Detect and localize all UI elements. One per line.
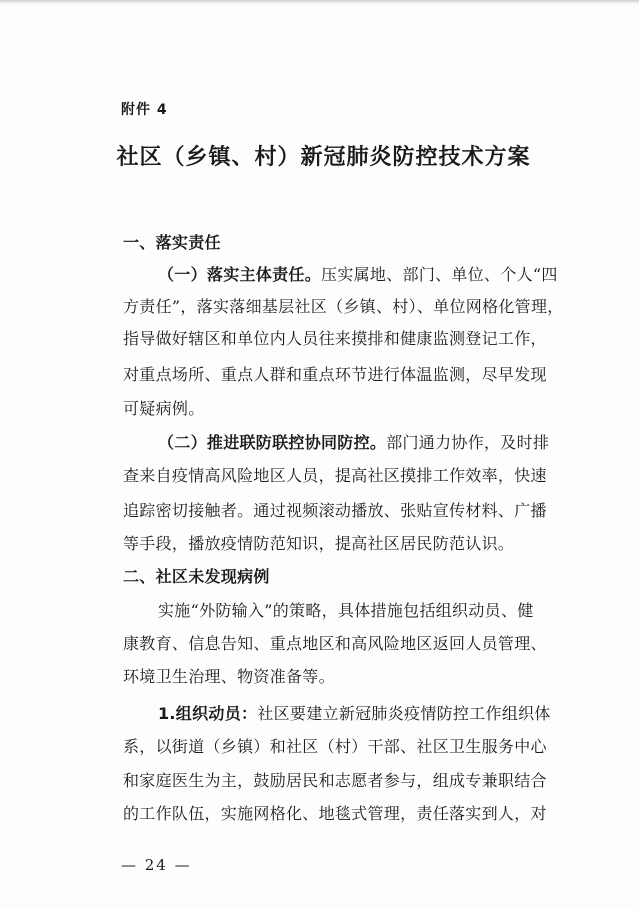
paragraph-line: 等手段，播放疫情防范知识，提高社区居民防范认识。 [123,534,515,553]
item-lead: （二）推进联防联控协同防控。 [158,433,387,452]
paragraph-line: 系，以街道（乡镇）和社区（村）干部、社区卫生服务中心 [123,737,547,756]
paragraph-line: 对重点场所、重点人群和重点环节进行体温监测，尽早发现 [123,365,547,384]
paragraph-line: 追踪密切接触者。通过视频滚动播放、张贴宣传材料、广播 [123,501,547,520]
page-number: — 24 — [121,856,192,874]
attachment-label: 附件 4 [121,102,168,118]
paragraph-line: 康教育、信息告知、重点地区和高风险地区返回人员管理、 [123,634,547,653]
paragraph-line: 指导做好辖区和单位内人员往来摸排和健康监测登记工作， [123,329,547,348]
paragraph-line: 环境卫生治理、物资准备等。 [123,667,335,686]
paragraph-line [158,704,551,724]
paragraph-line: 查来自疫情高风险地区人员，提高社区摸排工作效率，快速 [123,466,547,485]
paragraph-line [158,265,558,285]
paragraph-line: 和家庭医生为主，鼓励居民和志愿者参与，组成专兼职结合 [123,771,547,790]
line-text: 压实属地、部门、单位、个人“四 [321,265,558,284]
section-heading-1: 一、落实责任 [123,233,221,252]
paragraph-line: 实施“外防输入”的策略，具体措施包括组织动员、健 [158,601,534,620]
scan-top-edge [0,0,639,4]
section-heading-2: 二、社区未发现病例 [123,567,270,586]
item-lead: （一）落实主体责任。 [158,265,322,284]
item-lead: 1.组织动员： [158,704,258,723]
document-title: 社区（乡镇、村）新冠肺炎防控技术方案 [116,145,531,170]
paragraph-line: 可疑病例。 [123,399,205,418]
line-text: 社区要建立新冠肺炎疫情防控工作组织体 [257,704,551,723]
line-text: 部门通力协作，及时排 [386,433,550,452]
paragraph-line: 的工作队伍，实施网格化、地毯式管理，责任落实到人，对 [123,804,547,823]
paragraph-line [158,433,549,453]
paragraph-line: 方责任”，落实落细基层社区（乡镇、村）、单位网格化管理， [123,297,564,316]
